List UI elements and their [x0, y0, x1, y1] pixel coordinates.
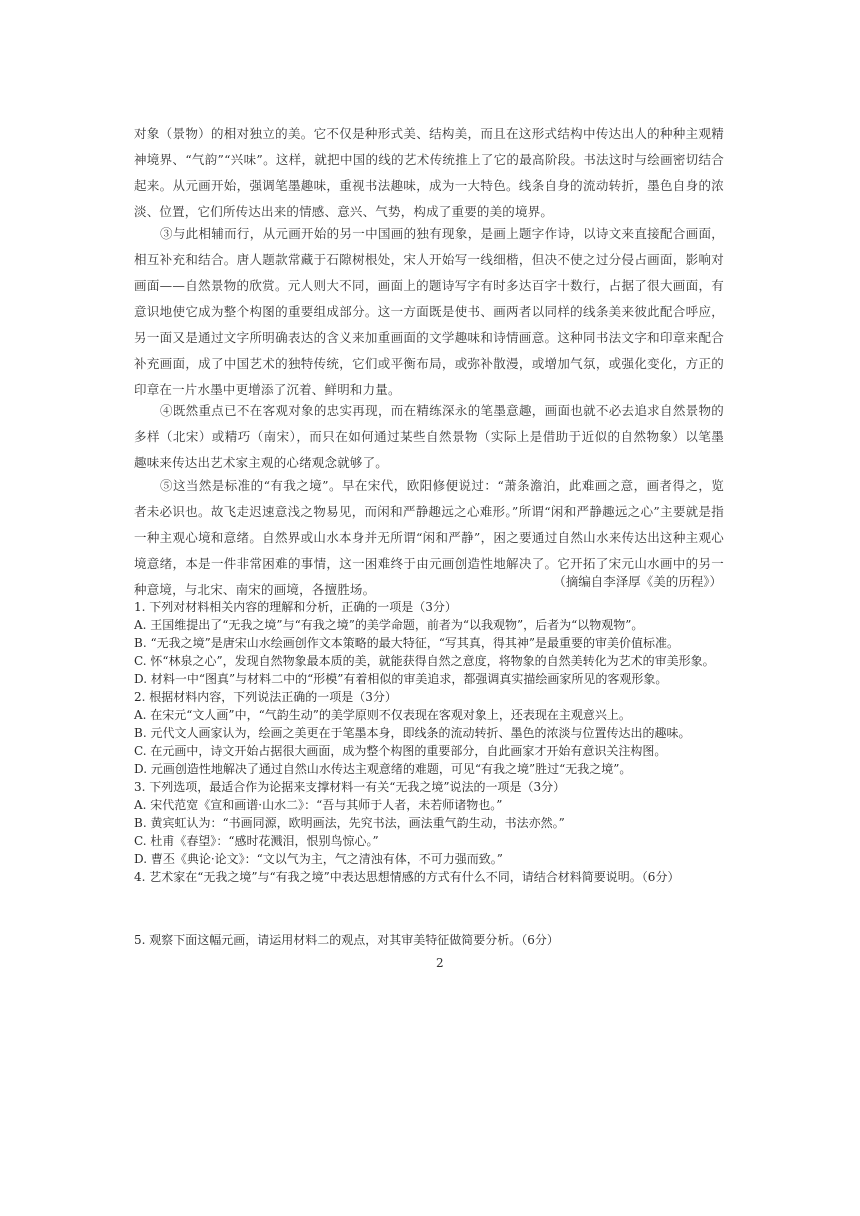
- page-number: 2: [436, 956, 444, 970]
- question-2-option-a: A. 在宋元“文人画”中，“气韵生动”的美学原则不仅表现在客观对象上，还表现在主观意兴上。: [134, 708, 631, 722]
- reading-paragraph-3: ④既然重点已不在客观对象的忠实再现，而在精练深永的笔墨意趣，画面也就不必去追求自然景物的多样（北宋）或精巧（南宋），而只在如何通过某些自然景物（实际上是借助于近似的自然物象）以笔墨趣味来传达出艺术家主观的心绪观念就够了。: [134, 403, 724, 470]
- question-2-option-b: B. 元代文人画家认为，绘画之美更在于笔墨本身，即线条的流动转折、墨色的浓淡与位置传达出的趣味。: [134, 726, 691, 740]
- reading-paragraph-4: ⑤这当然是标准的“有我之境”。早在宋代，欧阳修便说过：“萧条澹泊，此难画之意，画者得之，览者未必识也。故飞走迟速意浅之物易见，而闲和严静趣远之心难形。”所谓“闲和严静趣远之心”主要就是指一种主观心境和意绪。自然界或山水本身并无所谓“闲和严静”，困之要通过自然山水来传达出这种主观心境意绪，本是一件非常困难的事情，这一困难终于由元画创造性地解决了。它开拓了宋元山水画中的另一种意境，与北宋、南宋的画境，各擅胜场。: [134, 478, 724, 597]
- reading-paragraph-1: 对象（景物）的相对独立的美。它不仅是种形式美、结构美，而且在这形式结构中传达出人的种种主观精神境界、“气韵”“兴味”。这样，就把中国的线的艺术传统推上了它的最高阶段。书法这时与绘画密切结合起来。从元画开始，强调笔墨趣味，重视书法趣味，成为一大特色。线条自身的流动转折，墨色自身的浓淡、位置，它们所传达出来的情感、意兴、气势，构成了重要的美的境界。: [134, 126, 724, 219]
- question-1-option-b: B. “无我之境”是唐宋山水绘画创作文本策略的最大特征，“写其真，得其神”是最重要的审美价值标准。: [134, 636, 679, 650]
- question-2-option-c: C. 在元画中，诗文开始占据很大画面，成为整个构图的重要部分，自此画家才开始有意识关注构图。: [134, 744, 667, 758]
- question-2-stem: 2. 根据材料内容，下列说法正确的一项是（3分）: [134, 690, 397, 704]
- question-3-option-b: B. 黄宾虹认为：“书画同源，欧明画法，先究书法，画法重气韵生动，书法亦然。”: [134, 816, 565, 830]
- question-3-stem: 3. 下列选项，最适合作为论据来支撑材料一有关“无我之境”说法的一项是（3分）: [134, 780, 566, 794]
- question-3-option-d: D. 曹丕《典论·论文》：“文以气为主，气之清浊有体，不可力强而致。”: [134, 852, 503, 866]
- source-citation: （摘编自李泽厚《美的历程》）: [553, 574, 722, 589]
- question-1-stem: 1. 下列对材料相关内容的理解和分析，正确的一项是（3分）: [134, 600, 457, 614]
- question-3-option-c: C. 杜甫《春望》：“感时花溅泪，恨别鸟惊心。”: [134, 834, 379, 848]
- question-1-option-c: C. 怀“林泉之心”，发现自然物象最本质的美，就能获得自然之意度，将物象的自然美转化为艺术的审美形象。: [134, 654, 715, 668]
- question-1-option-a: A. 王国维提出了“无我之境”与“有我之境”的美学命题，前者为“以我观物”，后者为“以物观物”。: [134, 618, 644, 632]
- question-2-option-d: D. 元画创造性地解决了通过自然山水传达主观意绪的难题，可见“有我之境”胜过“无我之境”。: [134, 762, 632, 776]
- question-1-option-d: D. 材料一中“图真”与材料二中的“形模”有着相似的审美追求，都强调真实描绘画家所见的客观形象。: [134, 672, 668, 686]
- question-5-stem: 5. 观察下面这幅元画，请运用材料二的观点，对其审美特征做简要分析。（6分）: [134, 933, 559, 947]
- question-list: [134, 598, 726, 886]
- question-3-option-a: A. 宋代范宽《宣和画谱·山水二》：“吾与其师于人者，未若师诸物也。”: [134, 798, 503, 812]
- reading-paragraph-2: ③与此相辅而行，从元画开始的另一中国画的独有现象，是画上题字作诗，以诗文来直接配合画面，相互补充和结合。唐人题款常藏于石隙树根处，宋人开始写一线细楷，但决不使之过分侵占画面，影响对画面——自然景物的欣赏。元人则大不同，画面上的题诗写字有时多达百字十数行，占据了很大画面，有意识地使它成为整个构图的重要组成部分。这一方面既是使书、画两者以同样的线条美来彼此配合呼应，另一面又是通过文字所明确表达的含义来加重画面的文学趣味和诗情画意。这种同书法文字和印章来配合补充画面，成了中国艺术的独特传统，它们或平衡布局，或弥补散漫，或增加气氛，或强化变化，方正的印章在一片水墨中更增添了沉着、鲜明和力量。: [134, 226, 724, 397]
- question-4-stem: 4. 艺术家在“无我之境”与“有我之境”中表达思想情感的方式有什么不同，请结合材料简要说明。（6分）: [134, 870, 680, 884]
